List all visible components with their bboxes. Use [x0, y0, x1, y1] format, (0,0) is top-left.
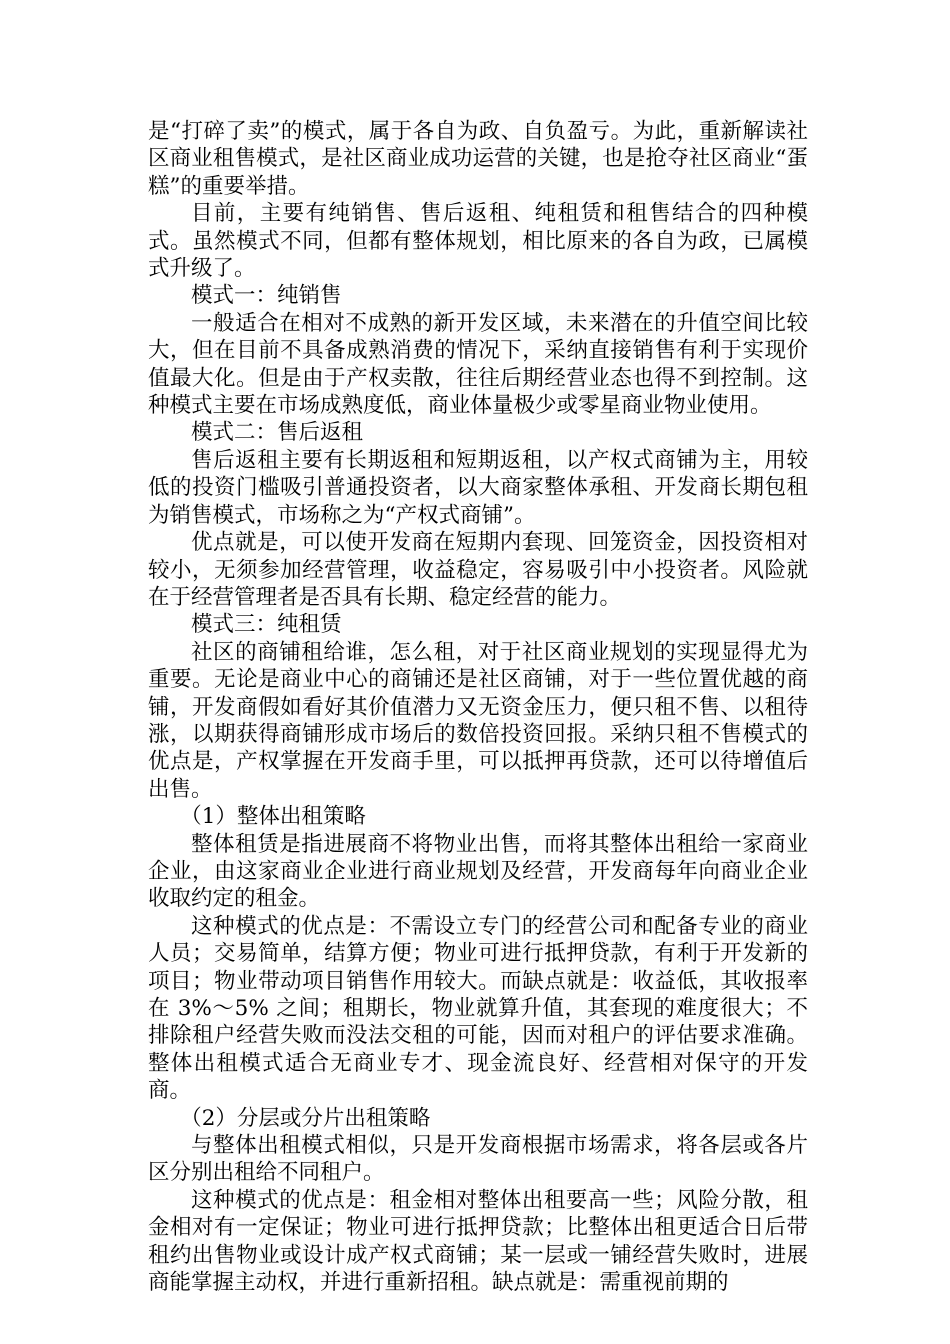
paragraph-intro-continued: 是“打碎了卖”的模式，属于各自为政、自负盈亏。为此，重新解读社区商业租售模式，是社区商业成功运营的关键，也是抢夺社区商业“蛋糕”的重要举措。 — [148, 119, 808, 199]
heading-split-lease: （2）分层或分片出租策略 — [180, 1105, 431, 1131]
heading-mode-two: 模式二：售后返租 — [191, 420, 364, 446]
paragraph-split-lease: 与整体出租模式相似，只是开发商根据市场需求，将各层或各片区分别出租给不同租户。 — [148, 1133, 808, 1186]
heading-mode-three: 模式三：纯租赁 — [191, 612, 342, 638]
paragraph-four-modes: 目前，主要有纯销售、售后返租、纯租赁和租售结合的四种模式。虽然模式不同，但都有整体规划，相比原来的各自为政，已属模式升级了。 — [148, 201, 808, 282]
document-body — [148, 118, 808, 1296]
paragraph-mode-three: 社区的商铺租给谁，怎么租，对于社区商业规划的实现显得尤为重要。无论是商业中心的商铺还是社区商铺，对于一些位置优越的商铺，开发商假如看好其价值潜力又无资金压力，便只租不售、以租待涨，以期获得商铺形成市场后的数倍投资回报。采纳只租不售模式的优点是，产权掌握在开发商手里，可以抵押再贷款，还可以待增值后出售。 — [148, 639, 808, 802]
paragraph-split-lease-pros: 这种模式的优点是：租金相对整体出租要高一些；风险分散，租金相对有一定保证；物业可进行抵押贷款；比整体出租更适合日后带租约出售物业或设计成产权式商铺；某一层或一铺经营失败时，进展商能掌握主动权，并进行重新招租。缺点就是：需重视前期的 — [148, 1187, 808, 1296]
paragraph-mode-two-pros: 优点就是，可以使开发商在短期内套现、回笼资金，因投资相对较小，无须参加经营管理，收益稳定，容易吸引中小投资者。风险就在于经营管理者是否具有长期、稳定经营的能力。 — [148, 530, 808, 610]
paragraph-mode-two: 售后返租主要有长期返租和短期返租，以产权式商铺为主，用较低的投资门槛吸引普通投资者，以大商家整体承租、开发商长期包租为销售模式，市场称之为“产权式商铺”。 — [148, 447, 808, 528]
heading-mode-one: 模式一：纯销售 — [191, 283, 342, 309]
heading-whole-lease: （1）整体出租策略 — [180, 804, 366, 830]
paragraph-whole-lease: 整体租赁是指进展商不将物业出售，而将其整体出租给一家商业企业，由这家商业企业进行商业规划及经营，开发商每年向商业企业收取约定的租金。 — [148, 831, 808, 912]
paragraph-whole-lease-pros: 这种模式的优点是：不需设立专门的经营公司和配备专业的商业人员；交易简单，结算方便；物业可进行抵押贷款，有利于开发新的项目；物业带动项目销售作用较大。而缺点就是：收益低，其收报率在 3%～5% 之间；租期长，物业就算升值，其套现的难度很大；不排除租户经营失败而没法交租的可能，因而对租户的评估要求准确。整体出租模式适合无商业专才、现金流良好、经营相对保守的开发商。 — [148, 913, 808, 1104]
paragraph-mode-one: 一般适合在相对不成熟的新开发区域，未来潜在的升值空间比较大，但在目前不具备成熟消费的情况下，采纳直接销售有利于实现价值最大化。但是由于产权卖散，往往后期经营业态也得不到控制。这种模式主要在市场成熟度低，商业体量极少或零星商业物业使用。 — [148, 310, 808, 419]
